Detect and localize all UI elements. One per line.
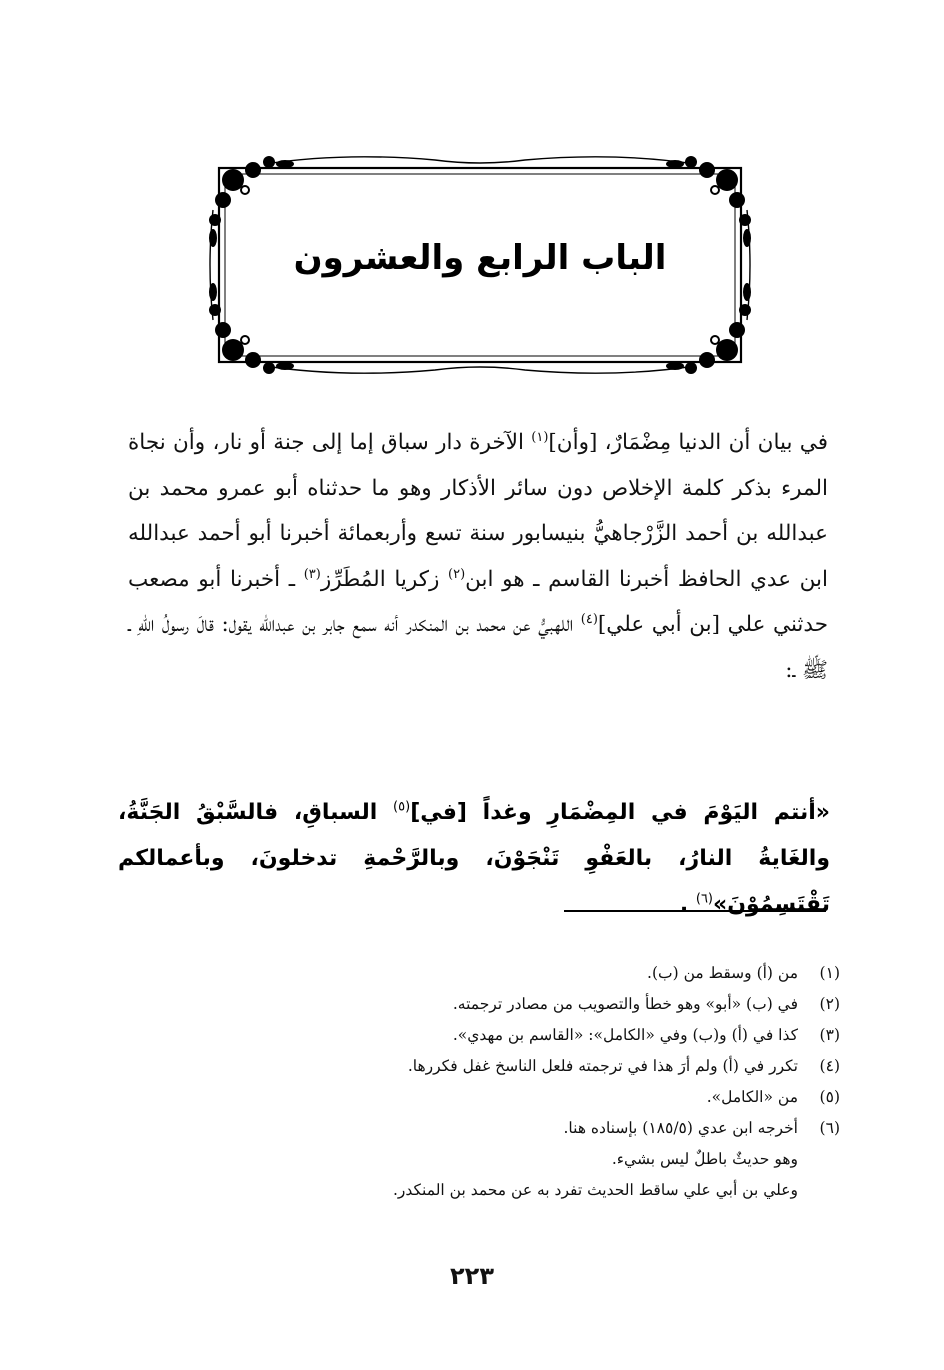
footnote-ref-6: (٦) <box>695 891 713 907</box>
footnote-number: (٦) <box>819 1119 840 1137</box>
footnote-ref-4: (٤) <box>580 611 598 627</box>
footnote-separator <box>564 910 826 912</box>
page-number: ٢٢٣ <box>450 1262 494 1290</box>
footnote-item <box>200 1082 840 1113</box>
footnote-ref-1: (١) <box>531 429 549 445</box>
footnote-item <box>200 1020 840 1051</box>
footnote-text: في (ب) «أبو» وهو خطأ والتصويب من مصادر ترجمته. <box>452 995 798 1013</box>
footnote-item <box>200 1051 840 1082</box>
footnote-number: (٥) <box>819 1088 840 1106</box>
intro-text-segment: ـ أخبرنا أبو مصعب حدثني علي [بن أبي علي] <box>128 566 828 637</box>
footnote-ref-3: (٣) <box>303 566 321 582</box>
footnote-continuation: وعلي بن أبي علي ساقط الحديث تفرد به عن محمد بن المنكدر. <box>392 1181 798 1199</box>
footnote-ref-5: (٥) <box>393 799 411 815</box>
hadith-quote <box>118 790 830 928</box>
footnote-number: (٢) <box>819 995 840 1013</box>
footnote-text: تكرر في (أ) ولم أرَ هذا في ترجمته فلعل الناسخ غفل فكررها. <box>407 1057 798 1075</box>
footnote-item <box>200 989 840 1020</box>
footnote-text: كذا في (أ) و(ب) وفي «الكامل»: «القاسم بن مهدي». <box>452 1026 798 1044</box>
footnote-text: من «الكامل». <box>706 1088 798 1106</box>
chapter-ornamental-frame <box>205 150 755 380</box>
intro-text-segment: زكريا المُطَرِّز <box>320 566 448 592</box>
footnote-item <box>200 958 840 989</box>
footnote-item <box>200 1113 840 1144</box>
footnote-number: (٣) <box>819 1026 840 1044</box>
footnote-continuation: وهو حديثٌ باطلٌ ليس بشيء. <box>611 1150 798 1168</box>
footnote-number: (١) <box>819 964 840 982</box>
hadith-text-segment: السباقِ، فالسَّبْقُ الجَنَّةُ، والغَايةُ النارُ، بالعَفْوِ تَنْجَوْنَ، وبالرَّحْمةِ تدخلونَ، وبأعمالكم تَقْتَسِمُوْنَ» <box>118 800 830 917</box>
footnotes-section <box>200 958 840 1206</box>
footnote-text: أخرجه ابن عدي (١٨٥/٥) بإسناده هنا. <box>563 1119 798 1137</box>
intro-text-segment: اللهبيُّ عن محمد بن المنكدر أنه سمع جابر بن عبدالله يقول: قالَ رسولُ اللّهِ ـ ﷺ ـ: <box>128 612 828 683</box>
chapter-title: الباب الرابع والعشرون <box>293 238 667 278</box>
hadith-text-end: . <box>679 892 696 917</box>
hadith-text-segment: «أنتم اليَوْمَ في المِضْمَارِ وغداً [في] <box>410 800 830 825</box>
intro-text-segment: في بيان أن الدنيا مِضْمَارٌ، [وأن] <box>548 430 828 455</box>
footnote-ref-2: (٢) <box>448 566 466 582</box>
footnote-number: (٤) <box>819 1057 840 1075</box>
intro-text-segment: الآخرة دار سباق إما إلى جنة أو نار، وأن نجاة المرء بذكر كلمة الإخلاص دون سائر الأذكار وهو ما حدثناه أبو عمرو محمد بن عبدالله بن أحمد الزَّرْجاهيُّ بنيسابور سنة تسع وأربعمائة أخبرنا أبو أحمد عبدالله ابن عدي الحافظ أخبرنا القاسم ـ هو ابن <box>128 430 828 592</box>
footnote-text: من (أ) وسقط من (ب). <box>647 964 798 982</box>
chapter-intro-paragraph <box>128 420 828 693</box>
